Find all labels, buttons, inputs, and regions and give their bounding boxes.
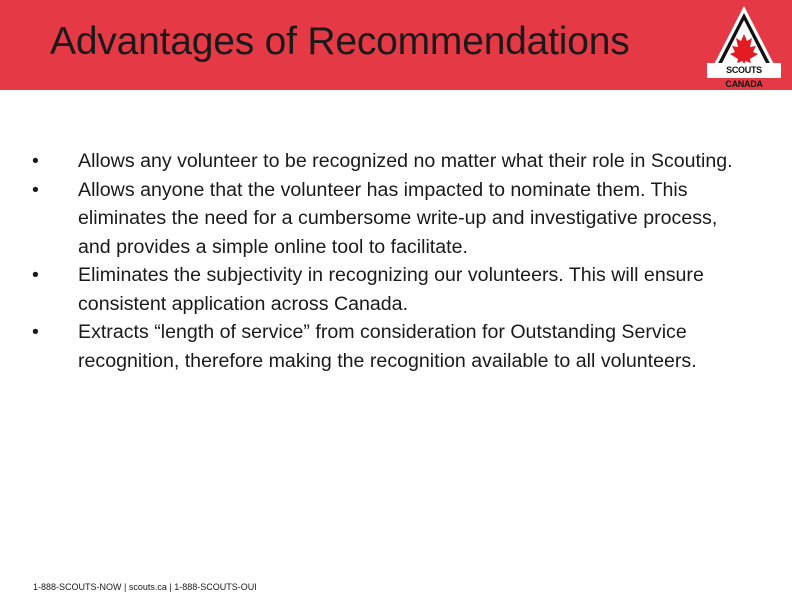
- bullet-item: [32, 176, 752, 262]
- bullet-item: [32, 147, 752, 176]
- bullet-text: Eliminates the subjectivity in recognizing our volunteers. This will ensure consistent application across Canada.: [78, 264, 704, 315]
- logo-text: SCOUTS CANADA: [707, 63, 781, 77]
- bullet-text: Extracts “length of service” from consideration for Outstanding Service recognition, therefore making the recognition available to all volunteers.: [78, 321, 697, 372]
- bullet-marker: •: [32, 178, 39, 201]
- bullet-marker: •: [32, 150, 39, 172]
- bullet-text: Allows anyone that the volunteer has impacted to nominate them. This eliminates the need for a cumbersome write-up and investigative process, and provides a simple online tool to facilitate.: [78, 178, 718, 258]
- bullet-item: [32, 261, 752, 318]
- slide-title: Advantages of Recommendations: [50, 20, 630, 63]
- scouts-canada-logo: [705, 4, 783, 89]
- header-banner: [0, 0, 792, 90]
- bullet-text: Allows any volunteer to be recognized no matter what their role in Scouting.: [78, 150, 733, 172]
- bullet-marker: •: [32, 321, 39, 343]
- bullet-item: [32, 318, 752, 375]
- bullet-marker: •: [32, 264, 39, 286]
- bullet-list: [32, 147, 752, 375]
- footer-contact: 1-888-SCOUTS-NOW | scouts.ca | 1-888-SCOUTS-OUI: [33, 582, 257, 592]
